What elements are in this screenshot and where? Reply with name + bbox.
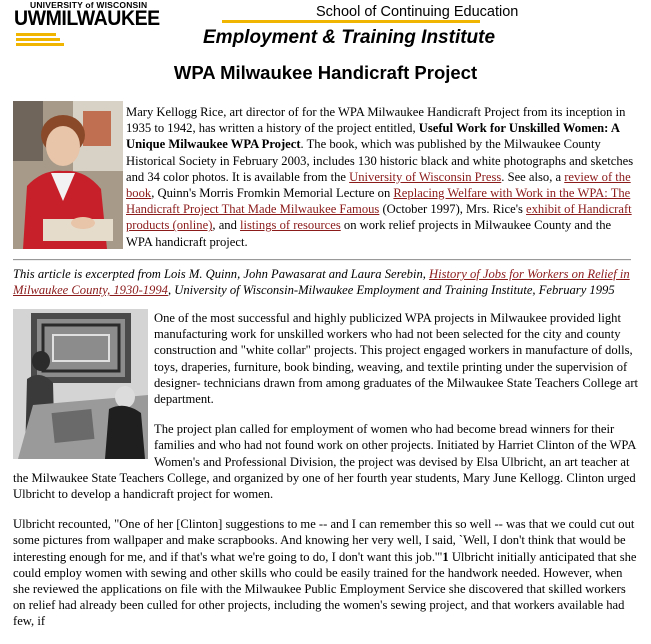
logo-wordmark: UWMILWAUKEE — [14, 7, 160, 30]
link-exhibit[interactable]: exhibit of Handicraft products (online) — [126, 202, 632, 233]
logo-university-text: UNIVERSITY of WISCONSIN — [30, 0, 148, 10]
link-book-review[interactable]: review of the book — [126, 169, 631, 201]
page-title: WPA Milwaukee Handicraft Project — [173, 62, 478, 83]
article-body — [13, 310, 639, 644]
intro-paragraph: Mary Kellogg Rice, art director of for the WPA Milwaukee Handicraft Project from its inception in 1935 to 1942, has written a history of the project entitled, Useful Work for Unskilled Women: A Unique Milwaukee WPA Project. The book, which was published by the Milwaukee County Historical Society in February 2003, includes 130 historic black and white photographs and sketches and 34 color photos. It is available from the University of Wisconsin Press. See also, a review of the book, Quinn's Morris Fromkin Memorial Lecture on Replacing Welfare with Work in the WPA: The Handicraft Project That Made Milwaukee Famous (October 1997), Mrs. Rice's exhibit of Handicraft products (online), and listings of resources on work relief projects in Milwaukee County and the WPA handicraft project. — [126, 105, 634, 249]
photo-float-spacer — [13, 310, 154, 460]
footnote-ref[interactable]: 1 — [442, 549, 449, 564]
mary-kellogg-rice-photo — [13, 101, 123, 249]
paragraph-2: The project plan called for employment of women who had become bread winners for their families and who had not found work on other projects. Initiated by Harriet Clinton of the WPA Women's and Professional Division, the project was devised by Elsa Ulbricht, an art teacher at the Milwaukee State Teachers College, and organized by one of her fourth year students, Mary June Kellogg. Clinton urged Ulbricht to develop a handicraft project for women. — [13, 422, 636, 502]
uwm-stripes-icon — [16, 32, 64, 48]
paragraph-1: One of the most successful and highly publicized WPA projects in Milwaukee provided light manufacturing work for unskilled workers who had not been selected for the city and county construction and "white collar" projects. This project engaged workers in manufacture of dolls, toys, draperies, furniture, book binding, weaving, and textile printing under the supervision of designer- technicians drawn from among graduates of the Milwaukee State Teachers College art department. — [154, 311, 639, 407]
link-resource-listings[interactable]: listings of resources — [240, 218, 341, 233]
school-name: School of Continuing Education — [316, 4, 519, 20]
book-title: Useful Work for Unskilled Women: A Unique Milwaukee WPA Project — [126, 121, 620, 152]
header-divider — [222, 20, 480, 23]
paragraph-3: Ulbricht recounted, "One of her [Clinton] suggestions to me -- and I can remember this so well -- was that we could cut out some pictures from wallpaper and make scrapbooks. And knowing her very well, I said, `Well, I don't think that would be interesting enough for me, and if that's what we're going to do, I don't want this job.'"1 Ulbricht initially anticipated that she could employ women with sewing and other skills who could be easily trained for the handwork needed. However, when she reviewed the applications on file with the Milwaukee Public Employment Service she discovered that skilled workers on relief had already been culled for other projects, including the women's sewing project, and that workers available had few, if — [13, 517, 637, 629]
excerpt-note: This article is excerpted from Lois M. Quinn, John Pawasarat and Laura Serebin, History of Jobs for Workers on Relief in Milwaukee County, 1930-1994, University of Wisconsin-Milwaukee Employment and Training Institute, February 1995 — [13, 267, 630, 298]
institute-name: Employment & Training Institute — [203, 27, 496, 48]
portrait-image — [13, 101, 123, 249]
link-uw-press[interactable]: University of Wisconsin Press — [349, 169, 502, 184]
link-history-of-jobs[interactable]: History of Jobs for Workers on Relief in Milwaukee County, 1930-1994 — [13, 267, 630, 298]
link-fromkin-lecture[interactable]: Replacing Welfare with Work in the WPA: The Handicraft Project That Made Milwaukee Famous — [126, 186, 631, 217]
uwm-logo[interactable] — [14, 0, 174, 50]
section-divider — [13, 259, 631, 261]
